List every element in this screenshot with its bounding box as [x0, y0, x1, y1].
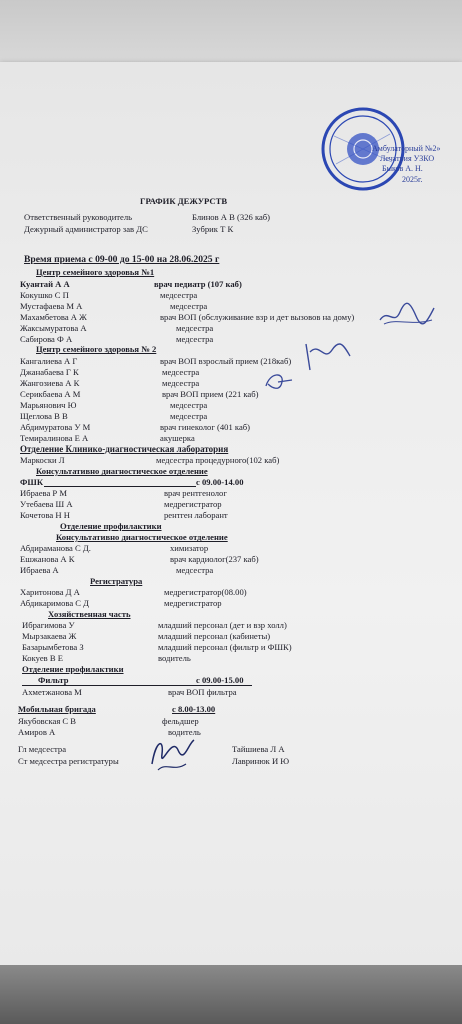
filter-time: с 09.00-15.00 — [196, 675, 244, 685]
row-role: младший персонал (кабинеты) — [158, 631, 271, 641]
stamp-text-4: 2025г. — [402, 175, 423, 184]
row-name: Ешжанова А К — [20, 554, 75, 564]
row-role: врач кардиолог(237 каб) — [170, 554, 259, 564]
row-role: медрегистратор — [164, 598, 222, 608]
row-role: младший персонал (фильтр и ФШК) — [158, 642, 292, 652]
row-role: младший персонал (дет и взр холл) — [158, 620, 287, 630]
section-fshk: ФШК — [20, 477, 44, 487]
row-role: медсестра — [176, 565, 214, 575]
row-role: врач ВОП прием (221 каб) — [162, 389, 259, 399]
stamp-text-3: Быков А. Н. — [382, 164, 423, 173]
section-center-2: Центр семейного здоровья № 2 — [36, 344, 157, 354]
row-role: медсестра — [162, 367, 200, 377]
row-role: врач ВОП (обслуживание взр и дет вызовов на дому) — [160, 312, 355, 322]
row-name: Джанабаева Г К — [20, 367, 79, 377]
signature-4 — [148, 734, 198, 774]
row-name: Кокушко С П — [20, 290, 69, 300]
stamp-text-1: Амбулаторный №2» — [372, 144, 441, 153]
section-center-1: Центр семейного здоровья №1 — [36, 267, 155, 277]
reception-hours: Время приема с 09-00 до 15-00 на 28.06.2025 г — [24, 254, 220, 265]
row-role: медсестра — [176, 334, 214, 344]
section-kdo-2: Консультативно диагностическое отделение — [56, 532, 228, 542]
row-name: Якубовская С В — [18, 716, 77, 726]
section-lab: Отделение Клинико-диагностическая лаборатория — [20, 444, 229, 454]
row-role: химизатор — [170, 543, 209, 553]
document-title: ГРАФИК ДЕЖУРСТВ — [140, 196, 228, 206]
row-role: врач педиатр (107 каб) — [154, 279, 242, 289]
mobile-team-time: с 8.00-13.00 — [172, 704, 216, 714]
row-role: водитель — [168, 727, 201, 737]
duty-admin-value: Зубрик Т К — [192, 224, 234, 234]
row-role: медсестра — [170, 400, 208, 410]
row-role: рентген лаборант — [164, 510, 228, 520]
row-name: Мустафаева М А — [20, 301, 83, 311]
signature-3 — [262, 368, 296, 390]
row-role: фельдшер — [162, 716, 199, 726]
row-name: Кангалиева А Г — [20, 356, 78, 366]
row-name: Ибраева Р М — [20, 488, 67, 498]
row-name: Абдикаримова С Д — [20, 598, 90, 608]
row-role: медсестра процедурного(102 каб) — [156, 455, 280, 465]
row-role: врач ВОП взрослый прием (218каб) — [160, 356, 292, 366]
duty-admin-label: Дежурный администратор зав ДС — [24, 224, 148, 234]
row-role: медсестра — [162, 378, 200, 388]
row-name: Жангозиева А К — [20, 378, 80, 388]
row-name: Мырзакаева Ж — [22, 631, 77, 641]
section-registry: Регистратура — [90, 576, 143, 586]
responsible-label: Ответственный руководитель — [24, 212, 133, 222]
head-nurse-name: Тайшиева Л А — [232, 744, 285, 754]
row-name: Щеглова В В — [20, 411, 68, 421]
fshk-time: с 09.00-14.00 — [196, 477, 244, 487]
row-name: Куантай А А — [20, 279, 70, 289]
row-role: медсестра — [170, 301, 208, 311]
row-name: Сабирова Ф А — [20, 334, 73, 344]
row-role: врач гинеколог (401 каб) — [160, 422, 251, 432]
row-name: Абдираманова С Д. — [20, 543, 91, 553]
registry-nurse-name: Лавринюк И Ю — [232, 756, 290, 766]
row-name: Темиралинова Е А — [20, 433, 89, 443]
row-name: Серикбаева А М — [20, 389, 81, 399]
signature-2 — [300, 340, 354, 374]
row-name: Абдимуратова У М — [20, 422, 91, 432]
registry-nurse-label: Ст медсестра регистратуры — [18, 756, 119, 766]
stamp-text-2: Лечатрия УЗКО — [380, 154, 435, 163]
row-name: Жаксымуратова А — [20, 323, 87, 333]
row-name: Амиров А — [18, 727, 56, 737]
row-name: Харитонова Д А — [20, 587, 80, 597]
row-name: Ахметжанова М — [22, 687, 82, 697]
row-name: Махамбетова А Ж — [20, 312, 87, 322]
row-role: врач ВОП фильтра — [168, 687, 237, 697]
row-name: Марьянович Ю — [20, 400, 77, 410]
row-role: врач рентгенолог — [164, 488, 227, 498]
row-name: Базарымбетова З — [22, 642, 84, 652]
background-top — [0, 0, 462, 70]
row-name: Кочетова Н Н — [20, 510, 70, 520]
section-household: Хозяйственная часть — [48, 609, 131, 619]
row-role: медсестра — [160, 290, 198, 300]
row-name: Кокуев В Е — [22, 653, 63, 663]
row-name: Маркоски Л — [20, 455, 65, 465]
row-role: медрегистратор — [164, 499, 222, 509]
section-mobile-team: Мобильная бригада — [18, 704, 96, 714]
row-role: медсестра — [170, 411, 208, 421]
section-prof-1: Отделение профилактики — [60, 521, 162, 531]
section-kdo-1: Консультативно диагностическое отделение — [36, 466, 208, 476]
row-role: медрегистратор(08.00) — [164, 587, 247, 597]
row-role: акушерка — [160, 433, 195, 443]
section-filter: Фильтр — [38, 675, 69, 685]
filter-underline — [22, 685, 252, 686]
responsible-value: Блинов А В (326 каб) — [192, 212, 271, 222]
row-name: Утебаева Ш А — [20, 499, 73, 509]
row-role: водитель — [158, 653, 191, 663]
signature-1 — [376, 298, 438, 330]
background-bottom — [0, 965, 462, 1024]
section-prof-2: Отделение профилактики — [22, 664, 124, 674]
fshk-underline — [44, 486, 196, 487]
row-name: Ибрагимова У — [22, 620, 75, 630]
row-role: медсестра — [176, 323, 214, 333]
row-name: Ибраева А — [20, 565, 59, 575]
head-nurse-label: Гл медсестра — [18, 744, 67, 754]
